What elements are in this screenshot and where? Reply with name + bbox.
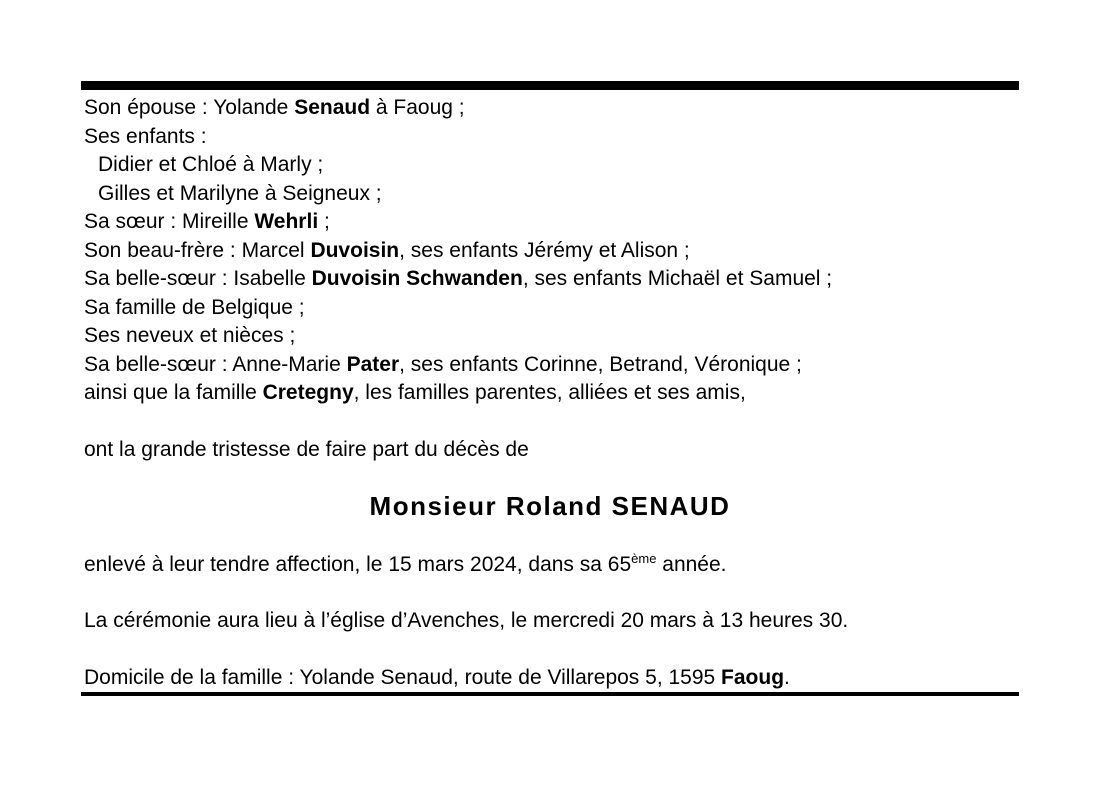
spouse-line: Son épouse : Yolande Senaud à Faoug ; bbox=[84, 96, 465, 119]
extended-family-line: ainsi que la famille Cretegny, les familles parentes, alliées et ses amis, bbox=[84, 381, 746, 404]
children-label: Ses enfants : bbox=[84, 124, 207, 148]
spacer bbox=[84, 408, 1014, 437]
domicile-line: Domicile de la famille : Yolande Senaud, route de Villarepos 5, 1595 Faoug. bbox=[84, 666, 790, 689]
child-line-1: Didier et Chloé à Marly ; bbox=[98, 153, 324, 176]
sister-in-law-line-1: Sa belle-sœur : Isabelle Duvoisin Schwanden, ses enfants Michaël et Samuel ; bbox=[84, 267, 833, 290]
ceremony-line: La cérémonie aura lieu à l’église d’Avenches, le mercredi 20 mars à 13 heures 30. bbox=[84, 609, 849, 632]
bottom-border-rule bbox=[81, 692, 1019, 696]
nephews-line: Ses neveux et nièces ; bbox=[84, 324, 296, 347]
family-list bbox=[84, 94, 1014, 465]
deceased-name: Monsieur Roland SENAUD bbox=[369, 491, 731, 521]
sister-line: Sa sœur : Mireille Wehrli ; bbox=[84, 210, 330, 233]
brother-in-law-line: Son beau-frère : Marcel Duvoisin, ses enfants Jérémy et Alison ; bbox=[84, 238, 690, 262]
child-line-2: Gilles et Marilyne à Seigneux ; bbox=[98, 181, 382, 205]
ordinal-superscript: ème bbox=[631, 551, 657, 566]
sister-in-law-line-2: Sa belle-sœur : Anne-Marie Pater, ses enfants Corinne, Betrand, Véronique ; bbox=[84, 352, 802, 376]
top-border-rule bbox=[81, 81, 1019, 90]
belgium-family-line: Sa famille de Belgique ; bbox=[84, 295, 305, 319]
announcement-line: ont la grande tristesse de faire part du décès de bbox=[84, 438, 529, 461]
passing-line: enlevé à leur tendre affection, le 15 mars 2024, dans sa 65ème année. bbox=[84, 551, 727, 576]
